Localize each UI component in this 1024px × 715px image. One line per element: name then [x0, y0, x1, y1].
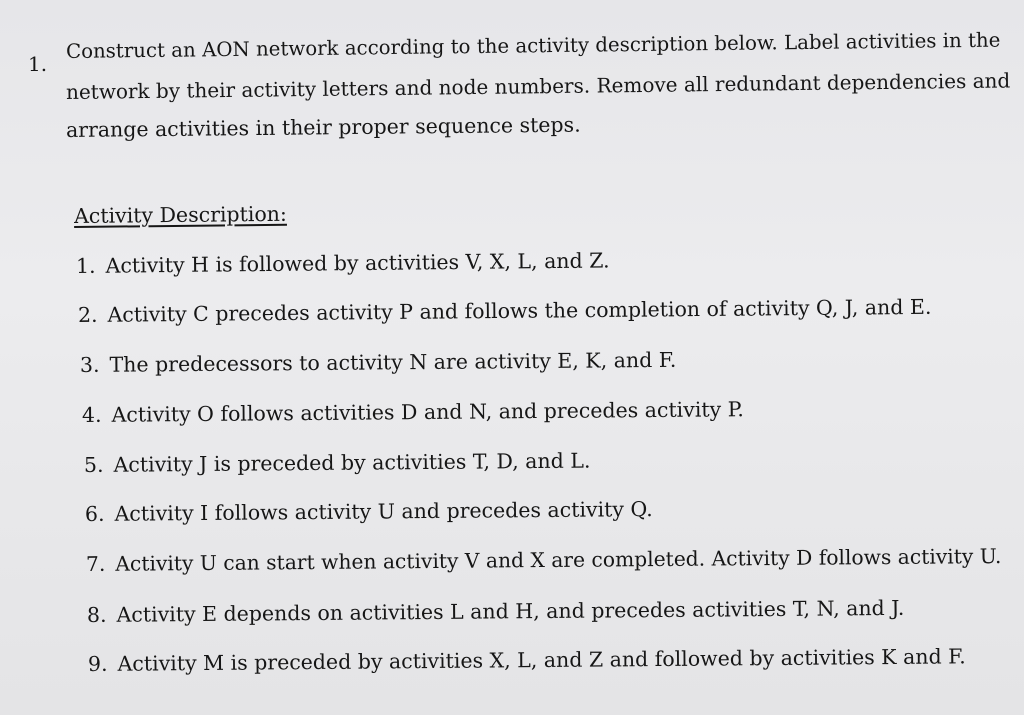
activity-item-9 [88, 644, 966, 676]
activity-item-2 [78, 295, 932, 327]
activity-item-number: 8. [86, 602, 107, 627]
activity-item-4 [82, 397, 744, 427]
activity-item-number: 2. [77, 302, 98, 327]
activity-item-text: Activity U can start when activity V and X are completed. Activity D follows activity U. [115, 544, 1002, 576]
activity-item-text: Activity C precedes activity P and follows the completion of activity Q, J, and E. [107, 294, 932, 327]
activity-item-6 [85, 497, 653, 526]
activity-item-5 [84, 449, 591, 477]
question-line-1: Construct an AON network according to the activity description below. Label activities in the [65, 28, 1001, 63]
activity-item-3 [80, 348, 677, 377]
activity-item-number: 4. [81, 402, 102, 427]
question-number: 1. [28, 52, 48, 76]
question-line-3: arrange activities in their proper sequence steps. [65, 112, 581, 142]
activity-item-number: 1. [75, 253, 96, 278]
activity-item-text: The predecessors to activity N are activity E, K, and F. [109, 347, 677, 377]
activity-item-number: 7. [85, 551, 106, 576]
activity-item-number: 5. [83, 452, 104, 477]
activity-item-number: 3. [79, 352, 100, 377]
activity-item-text: Activity M is preceded by activities X, L, and Z and followed by activities K and F. [117, 644, 966, 676]
activity-item-number: 9. [87, 651, 108, 676]
activity-item-text: Activity J is preceded by activities T, D, and L. [113, 448, 591, 477]
activity-item-number: 6. [84, 501, 105, 526]
activity-item-1 [76, 248, 610, 278]
activity-description-heading: Activity Description: [73, 201, 287, 228]
activity-item-7 [86, 544, 1002, 576]
activity-item-text: Activity E depends on activities L and H, and precedes activities T, N, and J. [116, 595, 905, 627]
activity-item-text: Activity O follows activities D and N, and precedes activity P. [111, 397, 744, 427]
activity-item-text: Activity H is followed by activities V, X, L, and Z. [105, 248, 610, 278]
activity-item-text: Activity I follows activity U and precedes activity Q. [114, 497, 653, 526]
question-line-2: network by their activity letters and node numbers. Remove all redundant dependencies and [65, 68, 1011, 104]
activity-item-8 [87, 596, 905, 627]
